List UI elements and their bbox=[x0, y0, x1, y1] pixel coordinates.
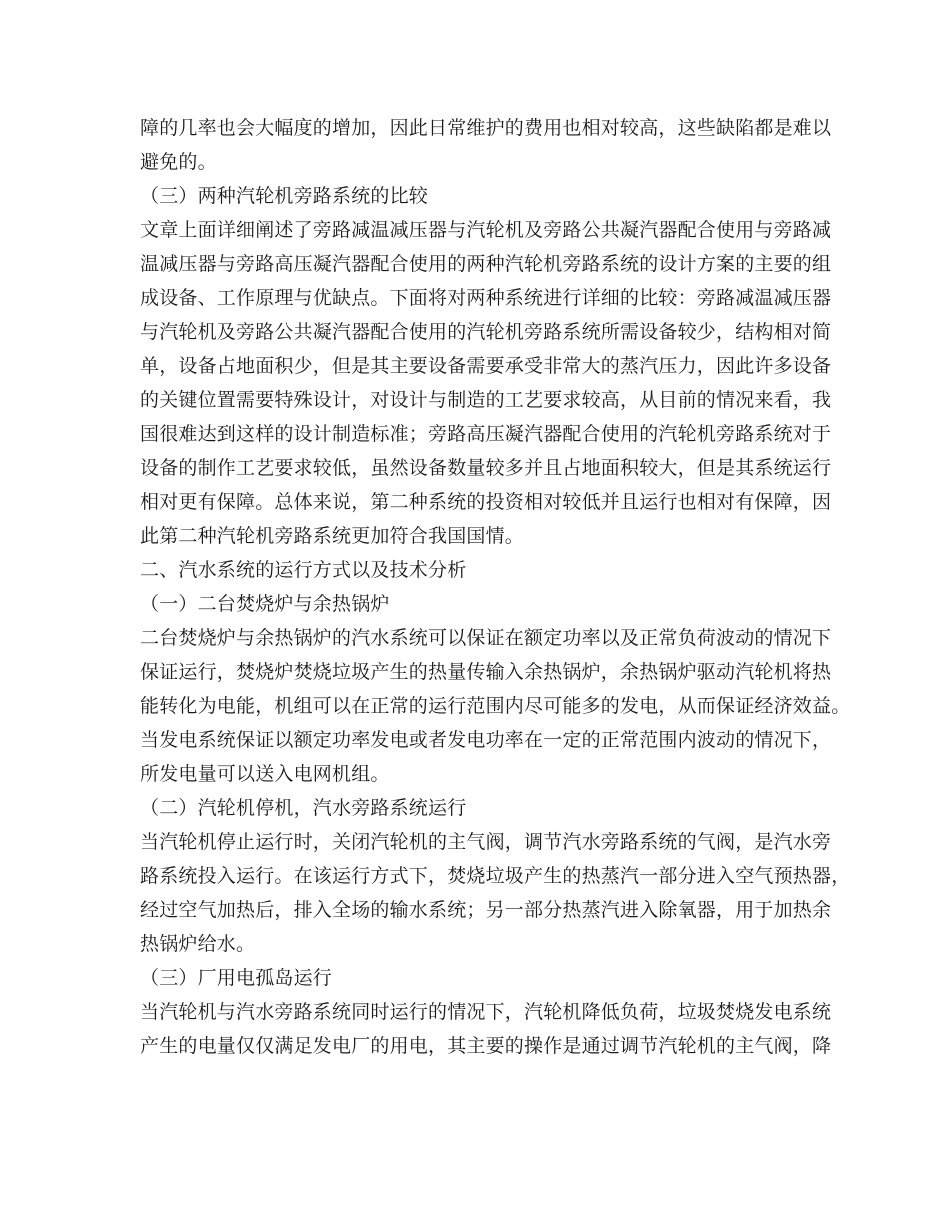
paragraph-line: 保证运行，焚烧炉焚烧垃圾产生的热量传输入余热锅炉，余热锅炉驱动汽轮机将热 bbox=[140, 661, 832, 683]
paragraph-line: 当汽轮机与汽水旁路系统同时运行的情况下，汽轮机降低负荷，垃圾焚烧发电系统 bbox=[140, 1001, 832, 1023]
paragraph-line: 二台焚烧炉与余热锅炉的汽水系统可以保证在额定功率以及正常负荷波动的情况下 bbox=[140, 627, 832, 649]
paragraph-line: 当发电系统保证以额定功率发电或者发电功率在一定的正常范围内波动的情况下， bbox=[140, 729, 832, 751]
paragraph-line: 当汽轮机停止运行时，关闭汽轮机的主气阀，调节汽水旁路系统的气阀，是汽水旁 bbox=[140, 831, 832, 853]
section-heading: （三）两种汽轮机旁路系统的比较 bbox=[140, 185, 429, 207]
section-heading: （三）厂用电孤岛运行 bbox=[140, 967, 333, 989]
paragraph-line: 障的几率也会大幅度的增加，因此日常维护的费用也相对较高，这些缺陷都是难以 bbox=[140, 117, 832, 139]
paragraph-line: 与汽轮机及旁路公共凝汽器配合使用的汽轮机旁路系统所需设备较少，结构相对简 bbox=[140, 321, 832, 343]
paragraph-line: 所发电量可以送入电网机组。 bbox=[140, 763, 390, 785]
paragraph-line: 单，设备占地面积少，但是其主要设备需要承受非常大的蒸汽压力，因此许多设备 bbox=[140, 355, 832, 377]
paragraph-line: 相对更有保障。总体来说，第二种系统的投资相对较低并且运行也相对有保障，因 bbox=[140, 491, 832, 513]
paragraph-line: 能转化为电能，机组可以在正常的运行范围内尽可能多的发电，从而保证经济效益。 bbox=[140, 695, 851, 717]
paragraph-line: 成设备、工作原理与优缺点。下面将对两种系统进行详细的比较：旁路减温减压器 bbox=[140, 287, 832, 309]
section-heading: （一）二台焚烧炉与余热锅炉 bbox=[140, 593, 390, 615]
paragraph-line: 此第二种汽轮机旁路系统更加符合我国国情。 bbox=[140, 525, 525, 547]
paragraph-line: 热锅炉给水。 bbox=[140, 933, 256, 955]
paragraph-line: 产生的电量仅仅满足发电厂的用电，其主要的操作是通过调节汽轮机的主气阀，降 bbox=[140, 1035, 832, 1057]
paragraph-line: 温减压器与旁路高压凝汽器配合使用的两种汽轮机旁路系统的设计方案的主要的组 bbox=[140, 253, 832, 275]
paragraph-line: 经过空气加热后，排入全场的输水系统；另一部分热蒸汽进入除氧器，用于加热余 bbox=[140, 899, 832, 921]
section-heading: （二）汽轮机停机，汽水旁路系统运行 bbox=[140, 797, 467, 819]
chapter-heading: 二、汽水系统的运行方式以及技术分析 bbox=[140, 559, 467, 581]
paragraph-line: 的关键位置需要特殊设计，对设计与制造的工艺要求较高，从目前的情况来看，我 bbox=[140, 389, 832, 411]
paragraph-line: 设备的制作工艺要求较低，虽然设备数量较多并且占地面积较大，但是其系统运行 bbox=[140, 457, 832, 479]
paragraph-line: 避免的。 bbox=[140, 151, 217, 173]
paragraph-line: 文章上面详细阐述了旁路减温减压器与汽轮机及旁路公共凝汽器配合使用与旁路减 bbox=[140, 219, 832, 241]
paragraph-line: 路系统投入运行。在该运行方式下，焚烧垃圾产生的热蒸汽一部分进入空气预热器， bbox=[140, 865, 851, 887]
paragraph-line: 国很难达到这样的设计制造标准；旁路高压凝汽器配合使用的汽轮机旁路系统对于 bbox=[140, 423, 832, 445]
